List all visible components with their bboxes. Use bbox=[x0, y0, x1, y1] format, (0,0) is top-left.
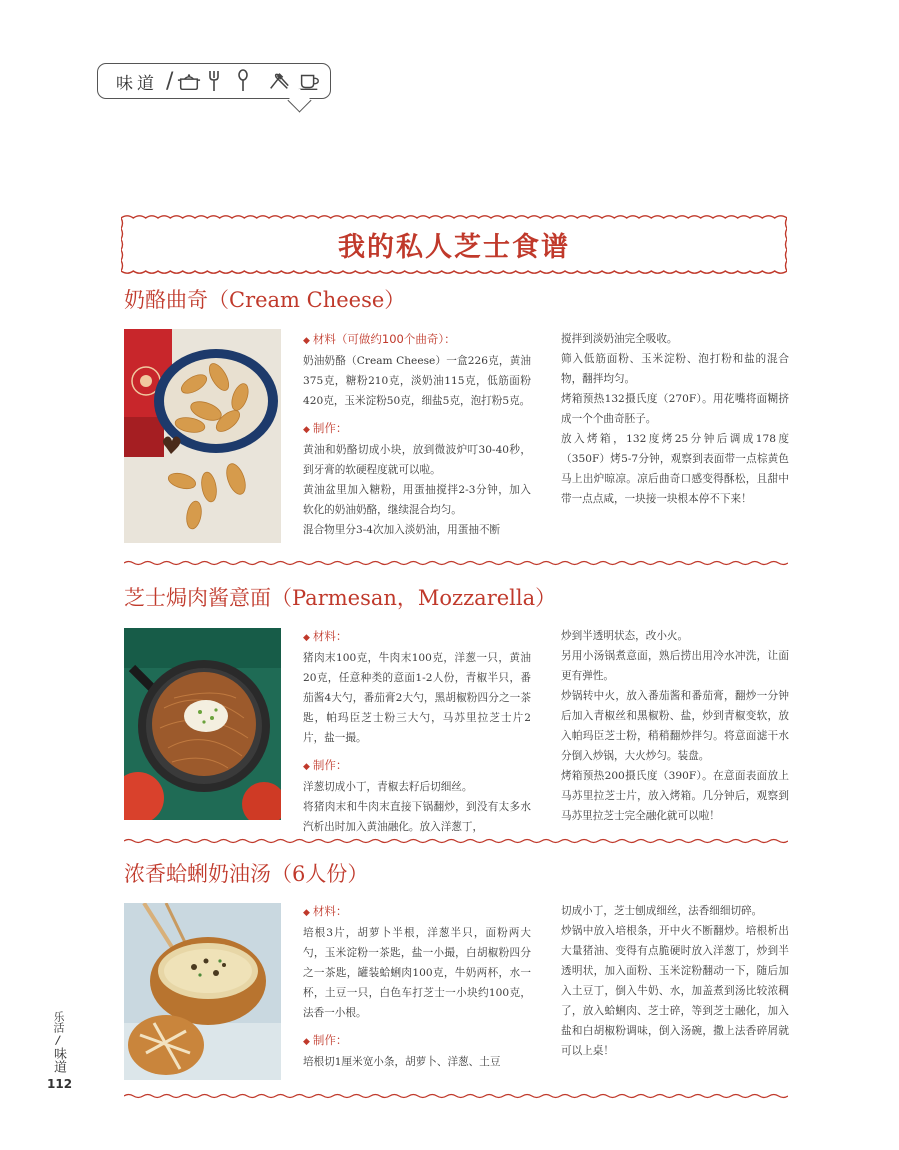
diamond-bullet-icon: ◆ bbox=[303, 762, 310, 772]
recipe-paragraph: 猪肉末100克，牛肉末100克，洋葱一只，黄油20克，任意种类的意面1-2人份，青椒半只，番茄酱4大勺，番茄膏2大勺，黑胡椒粉四分之一茶匙，帕玛臣芝士粉三大勺，马苏里拉芝士片2片，盐一撮。 bbox=[303, 652, 531, 744]
recipe-pasta-method-column bbox=[561, 626, 789, 826]
pasta-photo bbox=[124, 628, 281, 820]
recipe-soup-ingredients-column bbox=[303, 901, 531, 1072]
section-tag bbox=[97, 63, 331, 99]
section-divider bbox=[124, 1092, 788, 1100]
page-number: 112 bbox=[47, 1077, 73, 1091]
recipe-cookies-ingredients-column bbox=[303, 329, 531, 540]
pot-icon bbox=[177, 69, 201, 93]
diamond-bullet-icon: ◆ bbox=[303, 908, 310, 918]
recipe-title-cookies: 奶酪曲奇（Cream Cheese） bbox=[124, 288, 406, 312]
recipe-title-pasta: 芝士焗肉酱意面（Parmesan，Mozzarella） bbox=[124, 586, 557, 610]
folio-column: 味道 bbox=[51, 1047, 66, 1073]
recipe-paragraph: 炒到半透明状态，改小火。 bbox=[561, 630, 689, 642]
section-heading-label: 制作： bbox=[312, 421, 348, 435]
page-title: 我的私人芝士食谱 bbox=[338, 232, 570, 263]
fork-icon bbox=[207, 69, 231, 93]
diamond-bullet-icon: ◆ bbox=[303, 1037, 310, 1047]
section-heading bbox=[303, 329, 531, 351]
recipe-paragraph: 放入烤箱，132度烤25分钟后调成178度（350F）烤5-7分钟，观察到表面带一点棕黄色马上出炉晾凉。凉后曲奇口感变得酥松，且甜中带一点点咸，一块接一块根本停不下来！ bbox=[561, 433, 789, 505]
section-divider bbox=[124, 837, 788, 845]
recipe-paragraph: 洋葱切成小丁，青椒去籽后切细丝。 bbox=[303, 781, 473, 793]
title-banner bbox=[121, 215, 787, 274]
section-heading bbox=[303, 626, 531, 648]
section-heading-label: 制作： bbox=[312, 1033, 348, 1047]
section-heading bbox=[303, 755, 531, 777]
section-heading bbox=[303, 418, 531, 440]
section-heading-label: 材料（可做约100个曲奇）： bbox=[312, 332, 456, 346]
recipe-soup-method-column bbox=[561, 901, 789, 1061]
recipe-title-soup: 浓香蛤蜊奶油汤（6人份） bbox=[124, 862, 369, 886]
folio-slash: / bbox=[54, 1032, 62, 1048]
recipe-paragraph: 搅拌到淡奶油完全吸收。 bbox=[561, 333, 678, 345]
section-tag-slash: / bbox=[166, 68, 174, 94]
section-heading-label: 制作： bbox=[312, 758, 348, 772]
soup-photo bbox=[124, 903, 281, 1080]
recipe-paragraph: 奶油奶酪（Cream Cheese）一盒226克，黄油375克，糖粉210克，淡奶油115克，低筋面粉420克，玉米淀粉50克，细盐5克，泡打粉5克。 bbox=[303, 355, 531, 407]
page-folio bbox=[47, 1011, 73, 1091]
recipe-cookies-method-column bbox=[561, 329, 789, 509]
recipe-paragraph: 炒锅中放入培根条，开中火不断翻炒。培根析出大量猪油、变得有点脆硬时放入洋葱丁，炒到半透明状，加入面粉、玉米淀粉翻动一下，随后加入土豆丁，倒入牛奶、水，加盖煮到汤比较浓稠了，放入蛤蜊肉、芝士碎，等到芝士融化，加入盐和白胡椒粉调味，倒入汤碗，撒上法香碎屑就可以上桌！ bbox=[561, 925, 789, 1057]
recipe-paragraph: 黄油和奶酪切成小块，放到微波炉叮30-40秒，到牙膏的软硬程度就可以啦。 bbox=[303, 444, 531, 476]
spoon-icon bbox=[237, 69, 261, 93]
section-heading-label: 材料： bbox=[312, 904, 348, 918]
recipe-paragraph: 培根切1厘米宽小条，胡萝卜、洋葱、土豆 bbox=[303, 1056, 501, 1068]
section-divider bbox=[124, 559, 788, 567]
recipe-paragraph: 烤箱预热200摄氏度（390F）。在意面表面放上马苏里拉芝士片，放入烤箱。几分钟后，观察到马苏里拉芝士完全融化就可以啦！ bbox=[561, 770, 789, 822]
recipe-paragraph: 筛入低筋面粉、玉米淀粉、泡打粉和盐的混合物，翻拌均匀。 bbox=[561, 353, 789, 385]
recipe-pasta-ingredients-column bbox=[303, 626, 531, 837]
knife-fork-icon bbox=[267, 69, 291, 93]
recipe-paragraph: 混合物里分3-4次加入淡奶油，用蛋抽不断 bbox=[303, 524, 501, 536]
diamond-bullet-icon: ◆ bbox=[303, 633, 310, 643]
section-heading bbox=[303, 901, 531, 923]
recipe-paragraph: 切成小丁，芝士刨成细丝，法香细细切碎。 bbox=[561, 905, 763, 917]
recipe-paragraph: 培根3片，胡萝卜半根，洋葱半只，面粉两大勺，玉米淀粉一茶匙，盐一小撮，白胡椒粉四分之一茶匙，罐装蛤蜊肉100克，牛奶两杯，水一杯，土豆一只，白色车打芝士一小块约100克，法香一小根。 bbox=[303, 927, 531, 1019]
section-tag-label: 味道 bbox=[116, 73, 158, 94]
diamond-bullet-icon: ◆ bbox=[303, 336, 310, 346]
recipe-paragraph: 黄油盆里加入糖粉，用蛋抽搅拌2-3分钟，加入软化的奶油奶酪，继续混合均匀。 bbox=[303, 484, 531, 516]
recipe-paragraph: 另用小汤锅煮意面，熟后捞出用冷水冲洗，让面更有弹性。 bbox=[561, 650, 789, 682]
recipe-paragraph: 烤箱预热132摄氏度（270F）。用花嘴将面糊挤成一个个曲奇胚子。 bbox=[561, 393, 789, 425]
diamond-bullet-icon: ◆ bbox=[303, 425, 310, 435]
cookies-photo bbox=[124, 329, 281, 543]
section-heading-label: 材料： bbox=[312, 629, 348, 643]
section-heading bbox=[303, 1030, 531, 1052]
recipe-paragraph: 将猪肉末和牛肉末直接下锅翻炒，到没有太多水汽析出时加入黄油融化。放入洋葱丁， bbox=[303, 801, 531, 833]
recipe-paragraph: 炒锅转中火，放入番茄酱和番茄膏，翻炒一分钟后加入青椒丝和黑椒粉、盐，炒到青椒变软，放入帕玛臣芝士粉，稍稍翻炒拌匀。将意面滤干水分倒入炒锅，大火炒匀。装盘。 bbox=[561, 690, 789, 762]
folio-section: 乐活 bbox=[52, 1011, 65, 1033]
